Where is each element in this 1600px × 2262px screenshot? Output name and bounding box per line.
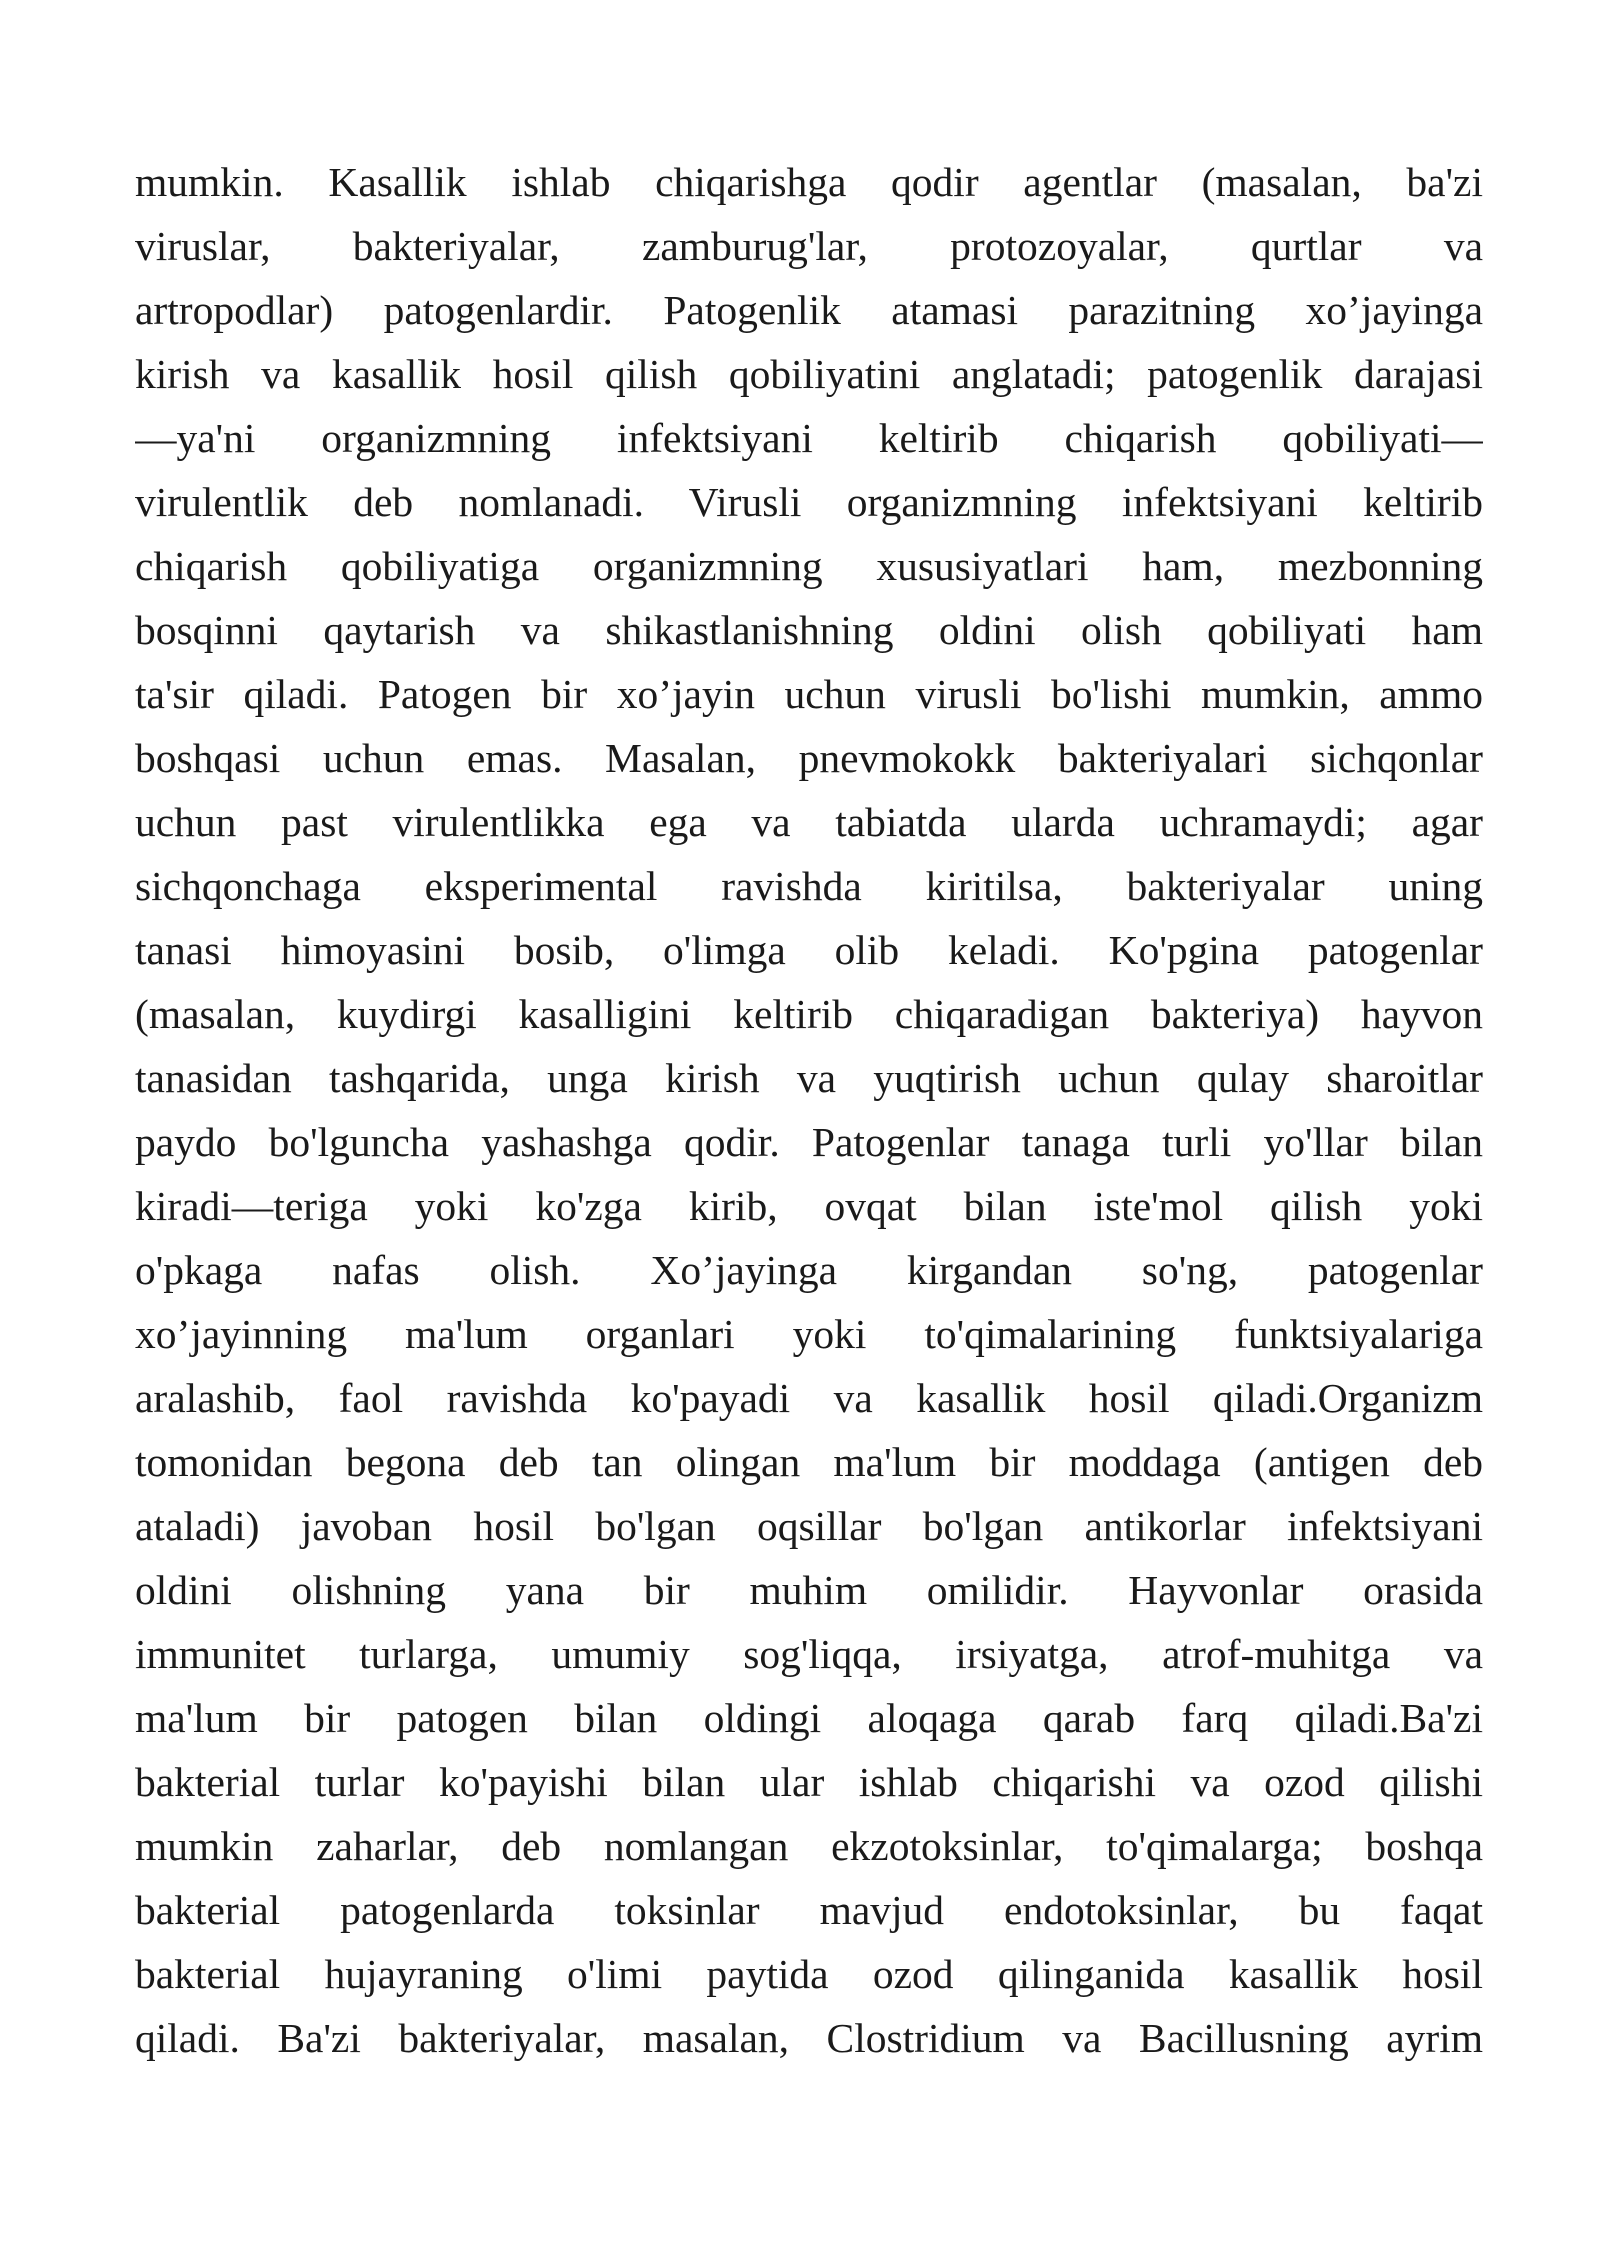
text-line: tanasidan tashqarida, unga kirish va yuqtirish uchun qulay sharoitlar [135, 1055, 1483, 1101]
text-line: o'pkaga nafas olish. Xo’jayinga kirgandan so'ng, patogenlar [135, 1247, 1483, 1293]
text-line: ma'lum bir patogen bilan oldingi aloqaga qarab farq qiladi.Ba'zi [135, 1695, 1483, 1741]
text-line: bakterial patogenlarda toksinlar mavjud endotoksinlar, bu faqat [135, 1887, 1483, 1933]
text-line: qiladi. Ba'zi bakteriyalar, masalan, Clostridium va Bacillusning ayrim [135, 2015, 1483, 2061]
text-line: virulentlik deb nomlanadi. Virusli organizmning infektsiyani keltirib [135, 479, 1483, 525]
text-line: paydo bo'lguncha yashashga qodir. Patogenlar tanaga turli yo'llar bilan [135, 1119, 1483, 1165]
text-line: ataladi) javoban hosil bo'lgan oqsillar bo'lgan antikorlar infektsiyani [135, 1503, 1483, 1549]
text-line: bakterial turlar ko'payishi bilan ular ishlab chiqarishi va ozod qilishi [135, 1759, 1483, 1805]
text-line: —ya'ni organizmning infektsiyani keltirib chiqarish qobiliyati— [135, 415, 1483, 461]
text-line: mumkin zaharlar, deb nomlangan ekzotoksinlar, to'qimalarga; boshqa [135, 1823, 1483, 1869]
text-line: tomonidan begona deb tan olingan ma'lum bir moddaga (antigen deb [135, 1439, 1483, 1485]
text-line: kirish va kasallik hosil qilish qobiliyatini anglatadi; patogenlik darajasi [135, 351, 1483, 397]
text-line: xo’jayinning ma'lum organlari yoki to'qimalarining funktsiyalariga [135, 1311, 1483, 1357]
text-line: bakterial hujayraning o'limi paytida ozod qilinganida kasallik hosil [135, 1951, 1483, 1997]
text-line: viruslar, bakteriyalar, zamburug'lar, protozoyalar, qurtlar va [135, 223, 1483, 269]
text-line: kiradi—teriga yoki ko'zga kirib, ovqat bilan iste'mol qilish yoki [135, 1183, 1483, 1229]
text-line: bosqinni qaytarish va shikastlanishning oldini olish qobiliyati ham [135, 607, 1483, 653]
text-line: tanasi himoyasini bosib, o'limga olib keladi. Ko'pgina patogenlar [135, 927, 1483, 973]
body-text [135, 150, 1483, 2070]
text-line: chiqarish qobiliyatiga organizmning xususiyatlari ham, mezbonning [135, 543, 1483, 589]
text-line: aralashib, faol ravishda ko'payadi va kasallik hosil qiladi.Organizm [135, 1375, 1483, 1421]
text-line: (masalan, kuydirgi kasalligini keltirib chiqaradigan bakteriya) hayvon [135, 991, 1483, 1037]
text-line: uchun past virulentlikka ega va tabiatda ularda uchramaydi; agar [135, 799, 1483, 845]
text-line: artropodlar) patogenlardir. Patogenlik atamasi parazitning xo’jayinga [135, 287, 1483, 333]
text-line: immunitet turlarga, umumiy sog'liqqa, irsiyatga, atrof-muhitga va [135, 1631, 1483, 1677]
text-line: boshqasi uchun emas. Masalan, pnevmokokk bakteriyalari sichqonlar [135, 735, 1483, 781]
text-line: ta'sir qiladi. Patogen bir xo’jayin uchun virusli bo'lishi mumkin, ammo [135, 671, 1483, 717]
text-line: mumkin. Kasallik ishlab chiqarishga qodir agentlar (masalan, ba'zi [135, 159, 1483, 205]
text-line: oldini olishning yana bir muhim omilidir. Hayvonlar orasida [135, 1567, 1483, 1613]
text-line: sichqonchaga eksperimental ravishda kiritilsa, bakteriyalar uning [135, 863, 1483, 909]
